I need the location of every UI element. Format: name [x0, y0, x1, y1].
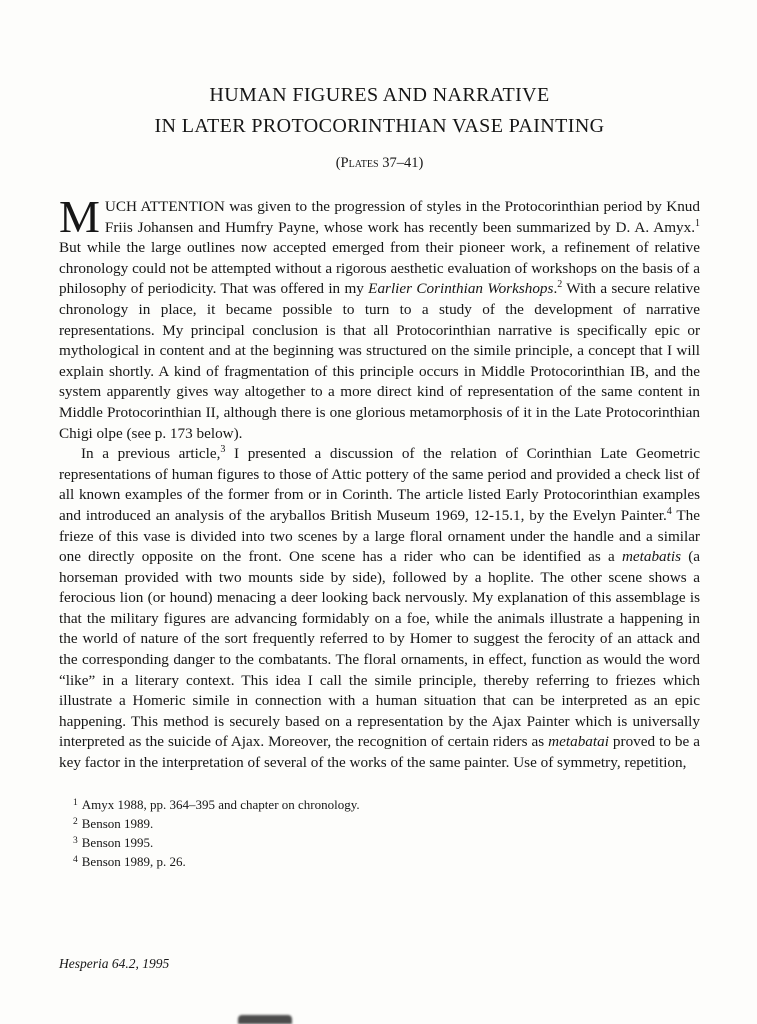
body-text-run: (a horseman provided with two mounts side by side), followed by a hoplite. The other scene shows a ferocious lion (or hound) menacing a deer looking back nervously. My explanation of this assemblage is that the military figures are advancing formidably on a foe, while the animals illustrate a happening in the world of nature of the sort frequently referred to by Homer to suggest the ferocity of an attack and the corresponding danger to the combatants. The floral ornaments, in effect, function as would the word “like” in a literary context. This idea I call the simile principle, thereby referring to friezes which illustrate a Homeric simile in connection with a human situation that can be interpreted as an epic happening. This method is securely based on a representation by the Ajax Painter which is universally interpreted as the suicide of Ajax. Moreover, the recognition of certain riders as: [59, 548, 700, 751]
footnote-item: [59, 852, 700, 871]
paragraph-1-text: [59, 191, 700, 442]
body-text-run: In a previous article,: [81, 445, 221, 463]
footnote-text: Benson 1995.: [81, 834, 154, 850]
body-text-run: UCH ATTENTION was given to the progression of styles in the Protocorinthian period by Knud Friis Johansen and Humfry Payne, whose work has recently been summarized by D. A. Amyx.: [104, 198, 700, 236]
scan-artifact: [238, 1015, 292, 1024]
footnote-number: 1: [73, 797, 78, 808]
article-body: [59, 191, 701, 774]
body-text-run: .: [553, 280, 558, 298]
footnote-text: Benson 1989, p. 26.: [81, 853, 186, 869]
footnote-number: 2: [73, 816, 78, 827]
plates-note: (Plates 37–41): [335, 155, 424, 171]
body-text-run: I presented a discussion of the relation of Corinthian Late Geometric representations of human figures to those of Attic pottery of the same period and provided a check list of all known examples of the former from or in Corinth. The article listed Early Protocorinthian examples and introduced an analysis of the aryballos British Museum 1969, 12-15.1, by the Evelyn Painter.: [59, 445, 701, 524]
italic-text: metabatis: [621, 548, 681, 566]
footnote-marker: 2: [557, 279, 563, 291]
footnote-item: [59, 795, 700, 814]
article-title-line1: HUMAN FIGURES AND NARRATIVE: [209, 84, 550, 106]
footnote-number: 3: [73, 835, 78, 846]
body-text-run: proved to be a key factor in the interpretation of several of the works of the same painter. Use of symmetry, repetition,: [59, 733, 700, 772]
paragraph-2: [59, 444, 700, 774]
footnote-marker: 4: [666, 505, 672, 517]
journal-footer: Hesperia 64.2, 1995: [59, 956, 170, 971]
footnote-marker: 3: [220, 444, 226, 456]
footnote-item: [59, 814, 700, 833]
italic-text: Earlier Corinthian Workshops: [368, 280, 554, 298]
paragraph-1: [59, 191, 700, 444]
body-text-run: The frieze of this vase is divided into two scenes by a large floral ornament under the handle and a similar one directly opposite on the front. One scene has a rider who can be identified as a: [59, 506, 700, 566]
article-title: [59, 80, 700, 142]
body-text-run: With a secure relative chronology in place, it became possible to turn to a study of the development of narrative representations. My principal conclusion is that all Protocorinthian narrative is specifically epic or mythological in content and at the beginning was structured on the simile principle, a concept that I will explain shortly. A kind of fragmentation of this principle occurs in Middle Protocorinthian IB, and the system apparently gives way altogether to a more direct kind of representation of the same content in Middle Protocorinthian II, although there is one glorious metamorphosis of it in the Late Protocorinthian Chigi olpe (see p. 173 below).: [59, 280, 700, 442]
footnote-item: [59, 833, 700, 852]
dropcap: M: [59, 191, 100, 242]
footnote-number: 4: [73, 854, 78, 865]
footnote-text: Benson 1989.: [81, 815, 154, 831]
italic-text: metabatai: [548, 733, 609, 751]
footnote-text: Amyx 1988, pp. 364–395 and chapter on chronology.: [81, 796, 360, 812]
footnotes-list: [59, 795, 700, 871]
body-text-run: But while the large outlines now accepted emerged from their pioneer work, a refinement of relative chronology could not be attempted without a rigorous aesthetic evaluation of workshops on the basis of a philosophy of periodicity. That was offered in my: [59, 239, 700, 298]
article-title-line2: IN LATER PROTOCORINTHIAN VASE PAINTING: [154, 115, 605, 137]
footnote-marker: 1: [695, 217, 700, 229]
